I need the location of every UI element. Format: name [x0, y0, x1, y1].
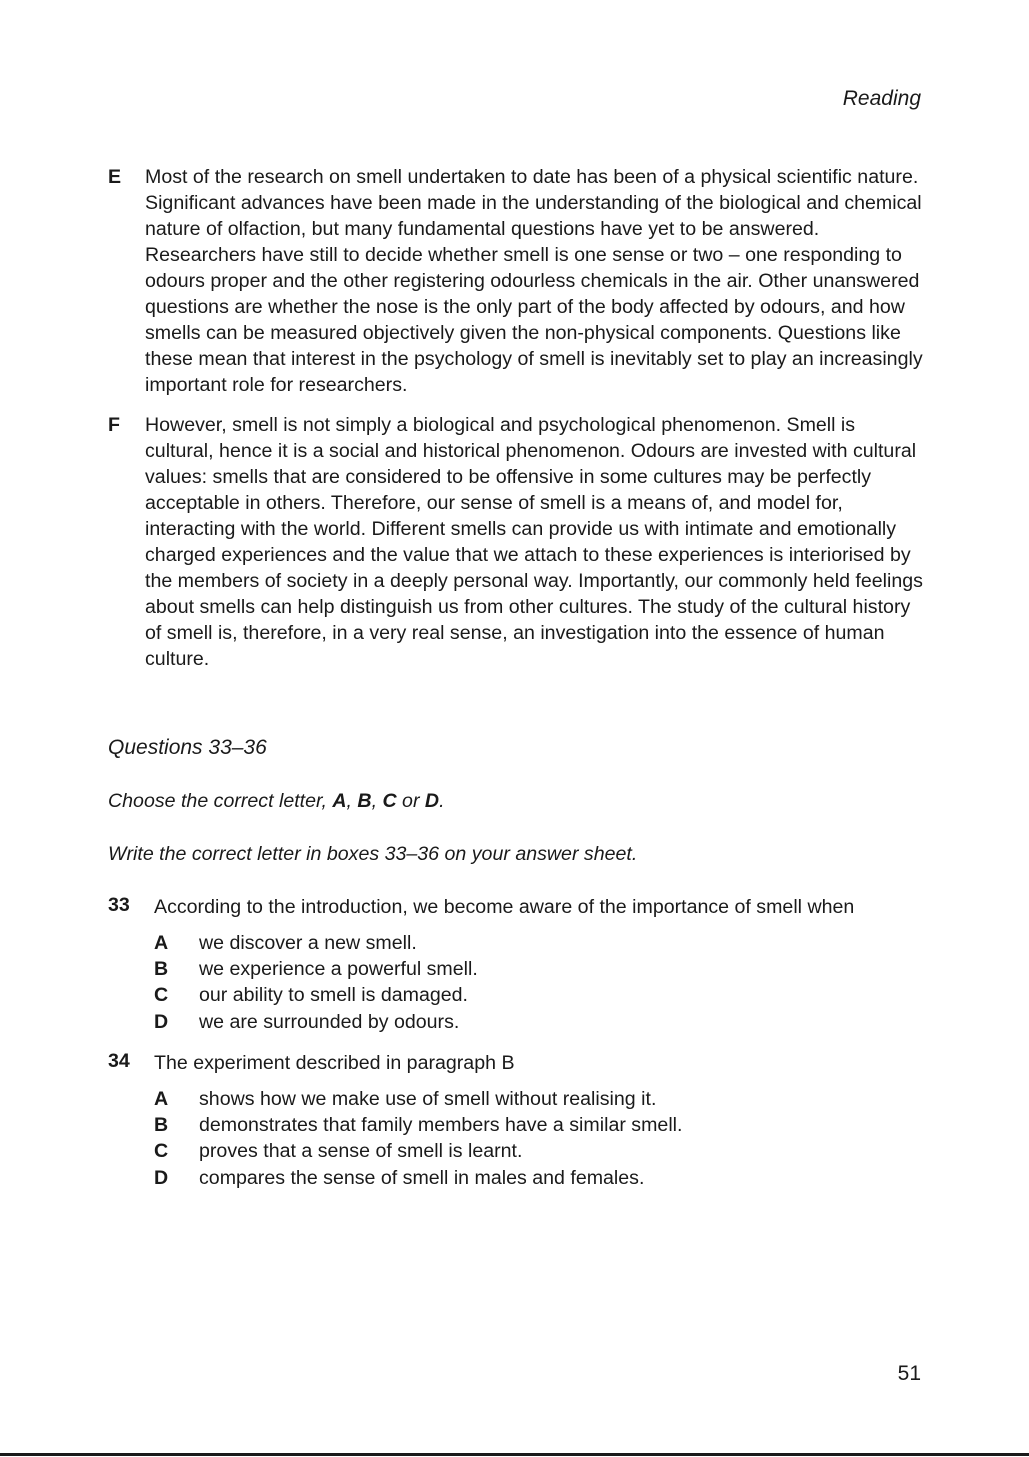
instruction-write: Write the correct letter in boxes 33–36 on your answer sheet. — [108, 843, 638, 865]
option-list — [154, 1086, 988, 1191]
option-letter: A — [154, 1088, 169, 1110]
option-letter: C — [154, 984, 169, 1007]
option-letter: B — [154, 1114, 169, 1137]
question-stem: The experiment described in paragraph B — [154, 1052, 515, 1074]
paragraph-letter: F — [108, 414, 120, 436]
letter-a: A — [332, 790, 347, 812]
option-item — [154, 1112, 988, 1138]
questions-heading: Questions 33–36 — [108, 736, 267, 759]
question-number: 33 — [108, 894, 130, 916]
page-number: 51 — [897, 1362, 921, 1385]
bottom-divider — [0, 1453, 1029, 1456]
option-letter: D — [154, 1010, 169, 1033]
option-text: we discover a new smell. — [199, 932, 417, 954]
question-stem: According to the introduction, we become aware of the importance of smell when — [154, 896, 855, 918]
letter-d: D — [424, 790, 440, 812]
section-header: Reading — [842, 87, 921, 110]
question-34 — [108, 1050, 988, 1191]
letter-b: B — [357, 790, 372, 812]
option-item — [154, 1138, 988, 1164]
option-list — [154, 930, 988, 1035]
instruction-choose: Choose the correct letter, A, B, C or D. — [108, 790, 445, 812]
option-item — [154, 1165, 988, 1191]
option-item — [154, 1086, 988, 1112]
option-text: proves that a sense of smell is learnt. — [199, 1140, 523, 1163]
question-33 — [108, 894, 988, 1035]
option-text: shows how we make use of smell without realising it. — [199, 1088, 657, 1110]
option-text: we experience a powerful smell. — [199, 958, 478, 981]
option-item — [154, 930, 988, 956]
option-text: we are surrounded by odours. — [199, 1010, 460, 1033]
paragraph-e — [108, 164, 926, 398]
option-text: demonstrates that family members have a similar smell. — [199, 1114, 683, 1137]
question-number: 34 — [108, 1050, 130, 1072]
instruction-choose-prefix: Choose the correct letter, — [108, 790, 333, 812]
paragraph-text: However, smell is not simply a biological and psychological phenomenon. Smell is cultural, hence it is a social and historical phenomenon. Odours are invested with cultural values: smells that are considered to be offensive in some cultures may be perfectly acceptable in others. Therefore, our sense of smell is a means of, and model for, interacting with the world. Different smells can provide us with intimate and emotionally charged experiences and the value that we attach to these experiences is interiorised by the members of society in a deeply personal way. Importantly, our commonly held feelings about smells can help distinguish us from other cultures. The study of the cultural history of smell is, therefore, in a very real sense, an investigation into the essence of human culture. — [145, 414, 923, 670]
option-letter: A — [154, 932, 169, 954]
option-text: our ability to smell is damaged. — [199, 984, 468, 1007]
option-letter: D — [154, 1166, 169, 1189]
letter-c: C — [382, 790, 397, 812]
paragraph-f — [108, 412, 926, 672]
option-letter: C — [154, 1140, 169, 1163]
paragraph-letter: E — [108, 166, 122, 188]
paragraph-text: Most of the research on smell undertaken to date has been of a physical scientific nature. Significant advances have been made in the understanding of the biological and chemical nature of olfaction, but many fundamental questions have yet to be answered. Researchers have still to decide whether smell is one sense or two – one responding to odours proper and the other registering odourless chemicals in the air. Other unanswered questions are whether the nose is the only part of the body affected by odours, and how smells can be measured objectively given the non-physical components. Questions like these mean that interest in the psychology of smell is inevitably set to play an increasingly important role for researchers. — [145, 166, 923, 396]
option-text: compares the sense of smell in males and females. — [199, 1166, 645, 1189]
option-item — [154, 956, 988, 982]
option-letter: B — [154, 958, 169, 981]
option-item — [154, 1009, 988, 1035]
option-item — [154, 982, 988, 1008]
